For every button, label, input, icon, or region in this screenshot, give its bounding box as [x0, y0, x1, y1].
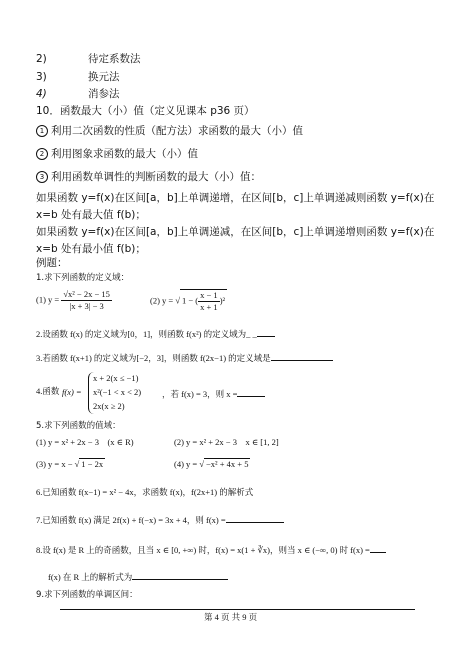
- circled-item: [36, 148, 198, 161]
- numerator: √x² − 2x − 15: [63, 289, 110, 299]
- formula-lhs: f(x) =: [62, 387, 82, 397]
- list-number: 4): [36, 88, 47, 100]
- denominator: |x + 3| − 3: [69, 301, 104, 311]
- formula-lhs: (4) y =: [174, 459, 198, 469]
- answer-blank[interactable]: [370, 543, 386, 553]
- question-text: 7.已知函数 f(x) 满足 2f(x) + f(−x) = 3x + 4，则 f(x) =: [36, 515, 226, 525]
- numerator: x − 1: [200, 290, 218, 300]
- radicand: 1 − (: [182, 295, 199, 306]
- formula: (3) y = x − √ 1 − 2x: [36, 459, 104, 469]
- list-number: 2): [36, 53, 47, 65]
- formula-lhs: (2) y =: [150, 295, 174, 306]
- question: [36, 351, 333, 364]
- circled-number: 2: [36, 148, 48, 160]
- circled-number: 3: [36, 171, 48, 183]
- question: [36, 327, 275, 340]
- list-item: [36, 53, 47, 66]
- question: [162, 387, 265, 400]
- denominator: x + 1: [200, 302, 218, 312]
- list-item-text: 换元法: [88, 71, 120, 83]
- circled-item-text: 利用函数单调性的判断函数的最大（小）值：: [51, 171, 261, 183]
- answer-fill: _ _: [246, 329, 257, 339]
- question-text: f(x) 在 R 上的解析式为: [48, 572, 133, 582]
- question-text: ，若 f(x) = 3，则 x =: [162, 389, 238, 399]
- question-text: 2.设函数 f(x) 的定义域为[0，1]，则函数 f(x²) 的定义域为: [36, 329, 247, 339]
- fraction: [61, 289, 112, 312]
- question: [36, 513, 284, 526]
- radical: 1 − 2x: [81, 459, 104, 469]
- question-text: 3.若函数 f(x+1) 的定义域为[−2，3]，则函数 f(2x−1) 的定义域是: [36, 353, 271, 363]
- definition-paragraph: 如果函数 y=f(x)在区间[a，b]上单调递增，在区间[b，c]上单调递减则函数 y=f(x)在 x=b 处有最大值 f(b)；: [36, 192, 435, 221]
- question: 5.求下列函数的值域：: [36, 421, 121, 431]
- definition-paragraph: 如果函数 y=f(x)在区间[a，b]上单调递减，在区间[b，c]上单调递增则函数 y=f(x)在 x=b 处有最小值 f(b)；: [36, 226, 435, 255]
- circled-number: 1: [36, 125, 48, 137]
- list-item-text: 待定系数法: [88, 53, 141, 65]
- radicand-tail: )²: [219, 295, 226, 306]
- circled-item-text: 利用二次函数的性质（配方法）求函数的最大（小）值: [51, 125, 303, 137]
- footer-divider: [60, 609, 415, 610]
- formula: (2) y = x² + 2x − 3 x ∈ [1, 2]: [174, 437, 279, 447]
- formula-lhs: (1) y =: [36, 294, 60, 305]
- formula: (2) y = √ 1 − ( $\frac{x - 1}{x + 1}$ )²: [150, 290, 226, 312]
- question: [36, 543, 386, 556]
- question: 1.求下列函数的定义域：: [36, 273, 130, 283]
- formula-lhs: (3) y = x −: [36, 459, 73, 469]
- list-number: 3): [36, 71, 47, 83]
- answer-blank[interactable]: [257, 327, 275, 337]
- question: [36, 386, 59, 397]
- formula: [36, 289, 112, 312]
- list-item-text: 消参法: [88, 88, 120, 100]
- question: 9.求下列函数的单调区间：: [36, 590, 138, 600]
- question: 6.已知函数 f(x−1) = x² − 4x，求函数 f(x)，f(2x+1) 的解析式: [36, 487, 254, 497]
- circled-item: [36, 125, 303, 138]
- question-text: 8.设 f(x) 是 R 上的奇函数，且当 x ∈ [0, +∞) 时，f(x) = x(1 + ∛x)，则当 x ∈ (−∞, 0) 时 f(x) =: [36, 545, 370, 555]
- list-item: [36, 88, 47, 101]
- answer-blank[interactable]: [226, 513, 284, 523]
- piecewise-case: x²(−1 < x < 2): [93, 387, 142, 397]
- formula: (4) y = √ −x² + 4x + 5: [174, 459, 249, 469]
- answer-blank[interactable]: [237, 387, 265, 397]
- examples-heading: 例题：: [36, 257, 68, 269]
- piecewise-case: x + 2(x ≤ −1): [93, 373, 139, 383]
- section-heading: 10．函数最大（小）值（定义见课本 p36 页）: [36, 105, 255, 117]
- formula: (1) y = x² + 2x − 3 (x ∈ R): [36, 437, 134, 447]
- circled-item-text: 利用图象求函数的最大（小）值: [51, 148, 198, 160]
- fraction: [198, 290, 220, 313]
- radical: [180, 289, 227, 313]
- answer-blank[interactable]: [271, 351, 333, 361]
- circled-item: [36, 171, 261, 184]
- question-text: 4.函数: [36, 386, 60, 396]
- piecewise-case: 2x(x ≥ 2): [93, 401, 125, 411]
- list-item: [36, 71, 47, 84]
- page-number: 第 4 页 共 9 页: [204, 612, 258, 622]
- question: [48, 570, 228, 583]
- answer-blank[interactable]: [132, 570, 228, 580]
- radical: −x² + 4x + 5: [206, 459, 249, 469]
